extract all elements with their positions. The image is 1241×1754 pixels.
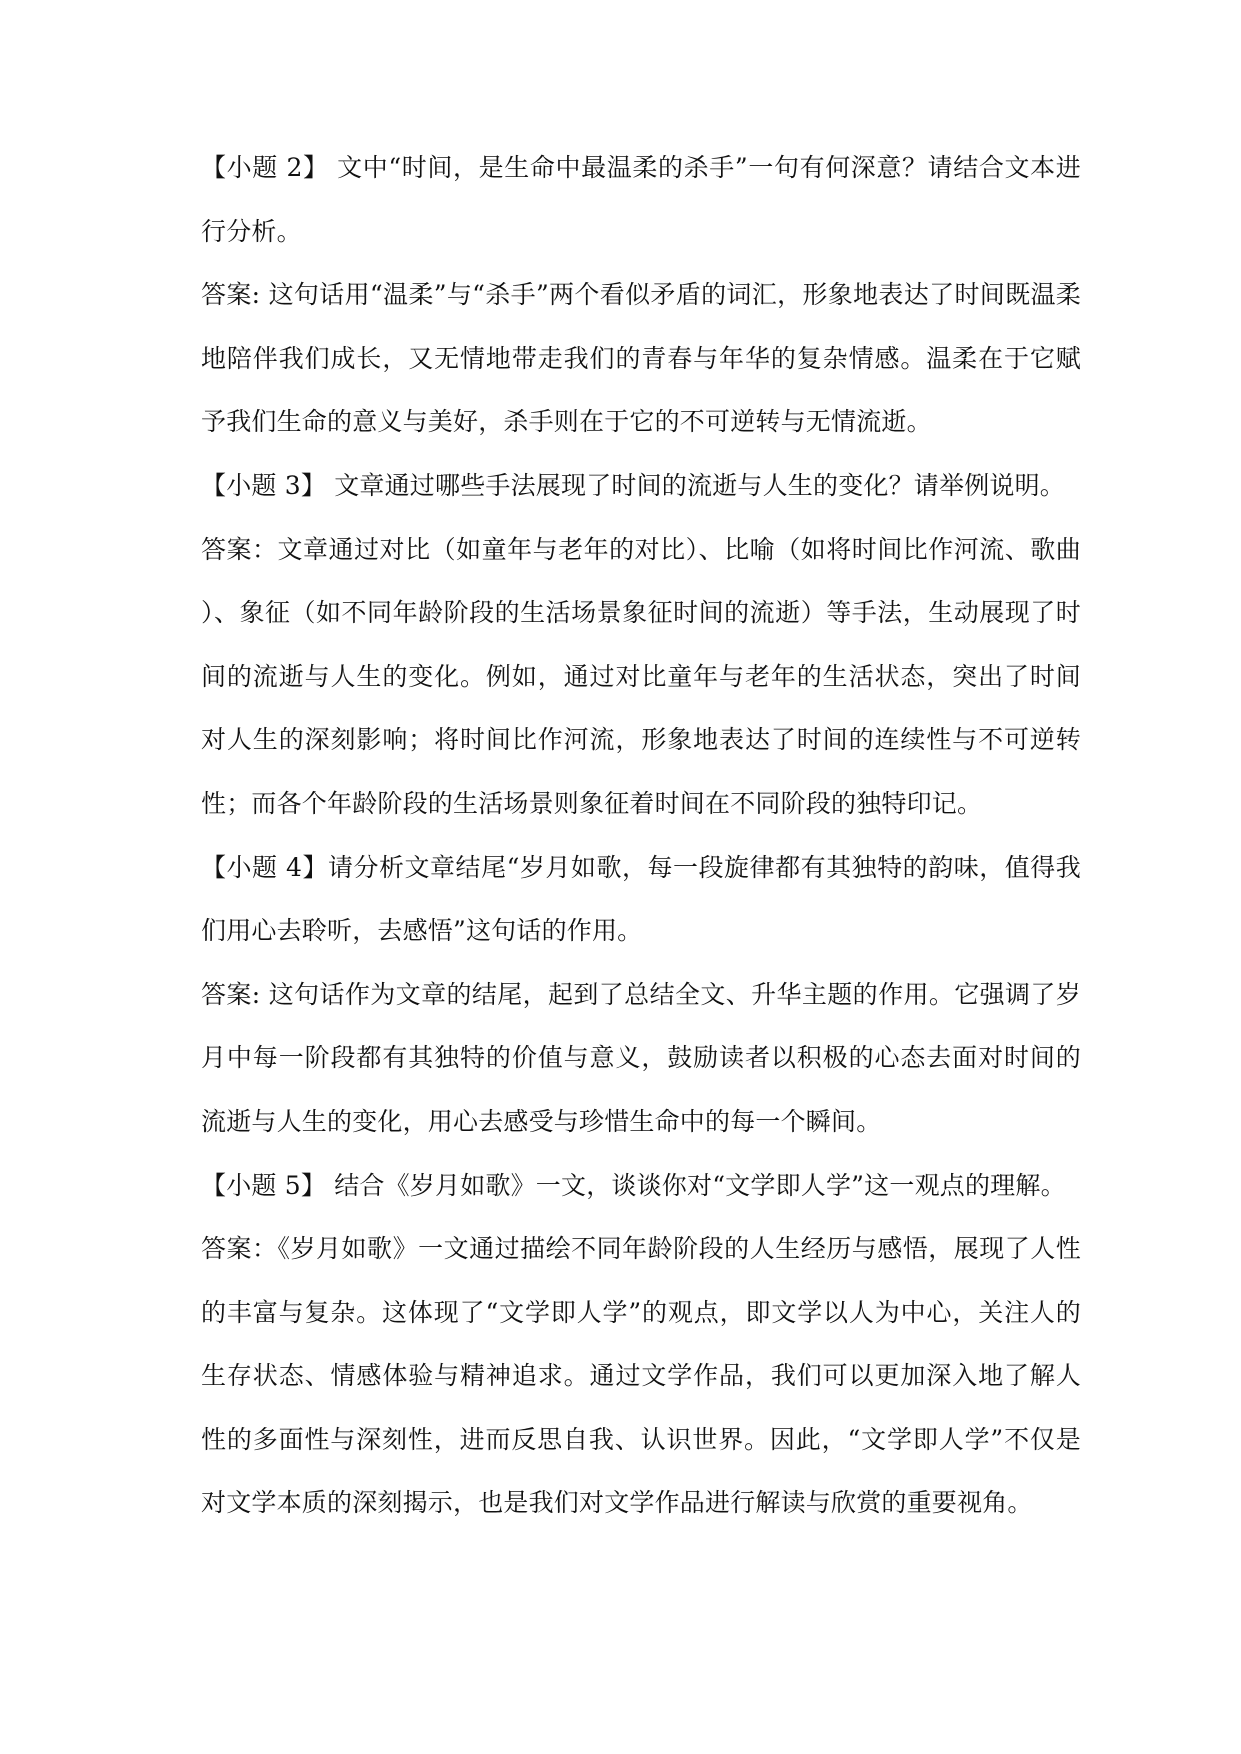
document-body — [201, 136, 1081, 1535]
answer-5: 答案：《岁月如歌》一文通过描绘不同年龄阶段的人生经历与感悟，展现了人性的丰富与复杂。这体现了“文学即人学”的观点，即文学以人为中心，关注人的生存状态、情感体验与精神追求。通过文学作品，我们可以更加深入地了解人性的多面性与深刻性，进而反思自我、认识世界。因此，“文学即人学”不仅是对文学本质的深刻揭示，也是我们对文学作品进行解读与欣赏的重要视角。 — [201, 1234, 1081, 1518]
question-4: 【小题 4】请分析文章结尾“岁月如歌，每一段旋律都有其独特的韵味，值得我们用心去聆听，去感悟”这句话的作用。 — [201, 852, 1081, 946]
question-5: 【小题 5】 结合《岁月如歌》一文，谈谈你对“文学即人学”这一观点的理解。 — [201, 1170, 1066, 1200]
answer-2: 答案: 这句话用“温柔”与“杀手”两个看似矛盾的词汇，形象地表达了时间既温柔地陪伴我们成长，又无情地带走我们的青春与年华的复杂情感。温柔在于它赋予我们生命的意义与美好，杀手则在于它的不可逆转与无情流逝。 — [201, 280, 1081, 437]
question-2: 【小题 2】 文中“时间，是生命中最温柔的杀手”一句有何深意？请结合文本进行分析。 — [201, 153, 1081, 246]
question-3: 【小题 3】 文章通过哪些手法展现了时间的流逝与人生的变化？请举例说明。 — [201, 470, 1066, 500]
answer-3: 答案：文章通过对比（如童年与老年的对比）、比喻（如将时间比作河流、歌曲）、象征（如不同年龄阶段的生活场景象征时间的流逝）等手法，生动展现了时间的流逝与人生的变化。例如，通过对比童年与老年的生活状态，突出了时间对人生的深刻影响；将时间比作河流，形象地表达了时间的连续性与不可逆转性；而各个年龄阶段的生活场景则象征着时间在不同阶段的独特印记。 — [201, 534, 1081, 818]
answer-4: 答案: 这句话作为文章的结尾，起到了总结全文、升华主题的作用。它强调了岁月中每一阶段都有其独特的价值与意义，鼓励读者以积极的心态去面对时间的流逝与人生的变化，用心去感受与珍惜生命中的每一个瞬间。 — [201, 979, 1081, 1136]
